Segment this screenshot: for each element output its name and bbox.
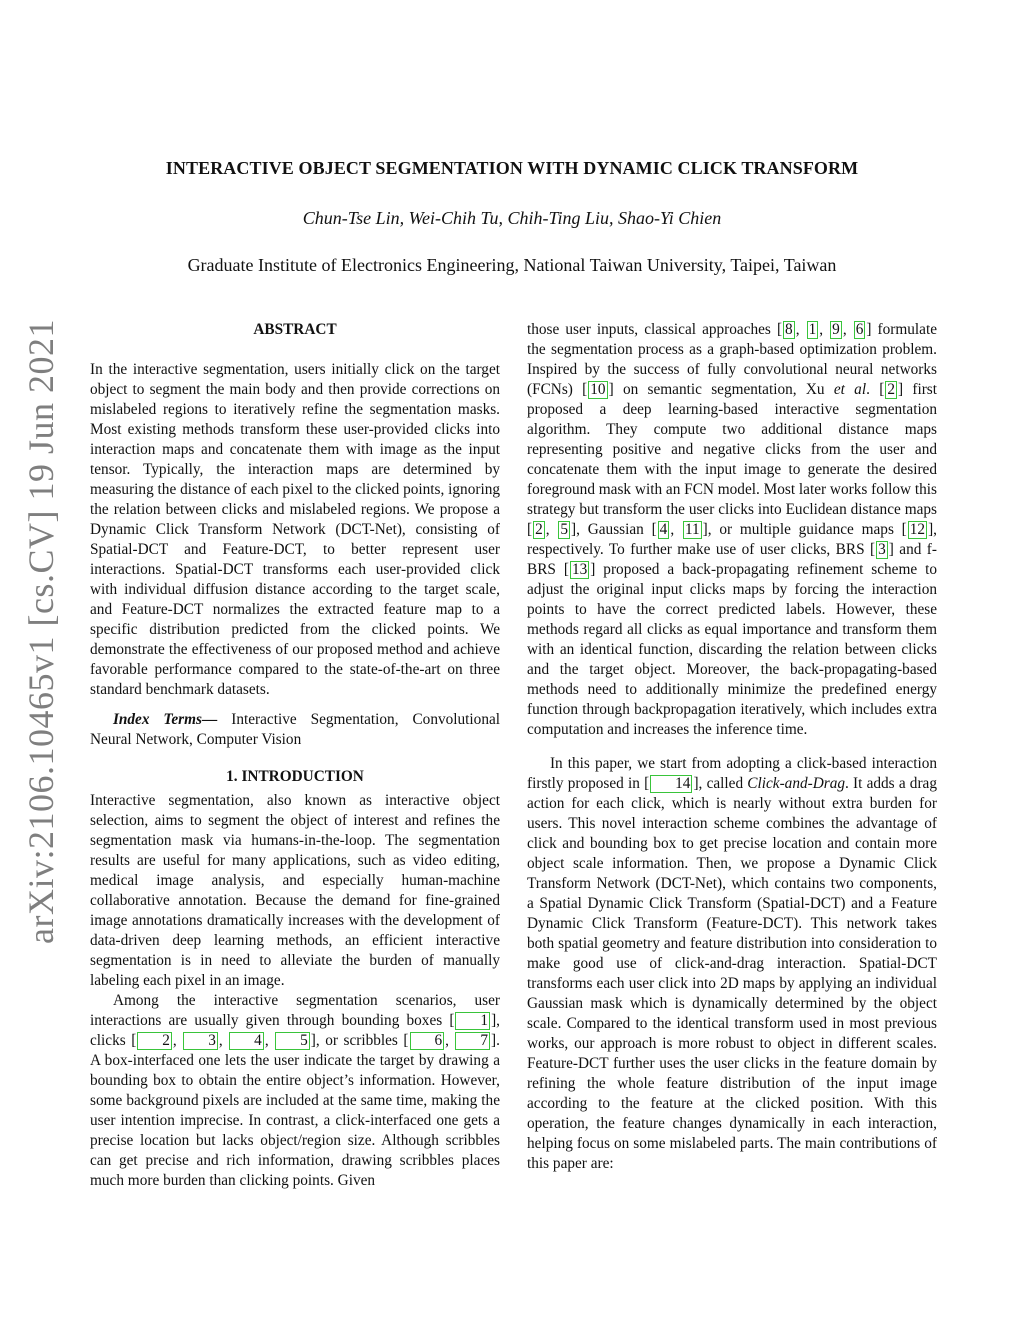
left-column bbox=[90, 320, 500, 1191]
intro-paragraph-4: In this paper, we start from adopting a click-based interaction firstly proposed in [ 14 ], called Click-and-Drag. It adds a drag action for each click, which is nearly without extra burden for users. This novel interaction scheme combines the advantage of click and bounding box to get precise location and contain more object scale information. Then, we propose a Dynamic Click Transform Network (DCT-Net), which contains two components, a Spatial Dynamic Click Transform (Spatial-DCT) and a Feature Dynamic Click Transform (Feature-DCT). This network takes both spatial geometry and feature distribution into consideration to make good use of click-and-drag interaction. Spatial-DCT transforms each user click into 2D maps by applying an individual Gaussian mask which is dynamically determined by the object scale. Compared to the identical transform used in most previous works, our approach is more robust to object in different scales. Feature-DCT further uses the user clicks in the feature domain by refining the whole feature distribution of the input image according to the feature at the clicked position. With this operation, the feature changes dynamically in each interaction, helping focus on some mislabeled parts. The main contributions of this paper are: bbox=[527, 755, 937, 1172]
index-terms-text: Interactive Segmentation, Convolutional Neural Network, Computer Vision bbox=[90, 711, 501, 748]
citation-link[interactable]: 4 bbox=[659, 521, 668, 538]
citation-link[interactable]: 14 bbox=[650, 775, 692, 793]
abstract-heading: ABSTRACT bbox=[253, 321, 337, 338]
right-column bbox=[527, 320, 937, 1174]
citation-link[interactable]: 1 bbox=[455, 1012, 490, 1030]
citation-link[interactable]: 2 bbox=[887, 381, 895, 398]
citation-link[interactable]: 3 bbox=[878, 541, 886, 558]
citation-link[interactable]: 10 bbox=[590, 381, 606, 398]
affiliation: Graduate Institute of Electronics Engineering, National Taiwan University, Taipei, Taiwan bbox=[187, 255, 837, 275]
abstract-text: In the interactive segmentation, users initially click on the target object to segment the main body and then provide corrections on mislabeled regions to iteratively refine the segmentation masks. Most existing methods transform these user-provided clicks into interaction maps and concatenate them with image as the input tensor. Typically, the interaction maps are determined by measuring the distance of each pixel to the clicked points, ignoring the relation between clicks and mislabeled regions. We propose a Dynamic Click Transform Network (DCT-Net), consisting of Spatial-DCT and Feature-DCT, to better represent user interactions. Spatial-DCT transforms each user-provided click with individual diffusion distance according to the target scale, and Feature-DCT normalizes the extracted feature map to a specific distribution predicted from the clicked points. We demonstrate the effectiveness of our proposed method and achieve favorable performance compared to the state-of-the-art on three standard benchmark datasets. bbox=[90, 361, 500, 698]
citation-link[interactable]: 5 bbox=[560, 521, 569, 538]
citation-link[interactable]: 2 bbox=[137, 1032, 172, 1050]
citation-link[interactable]: 1 bbox=[808, 321, 817, 338]
citation-link[interactable]: 7 bbox=[455, 1032, 490, 1050]
citation-link[interactable]: 13 bbox=[571, 561, 588, 578]
intro-paragraph-2: Among the interactive segmentation scenarios, user interactions are usually given through bounding boxes [ 1 ], clicks [ 2 , 3 , 4 , 5 ], or scribbles [ 6 , 7 ]. A box-interfaced one lets the user indicate the target by drawing a bounding box to obtain the entire object’s information. However, some background pixels are included at the same time, making the user intention imprecise. In contrast, a click-interfaced one gets a precise location but lacks object/region size. Although scribbles can get precise and rich information, drawing scribbles places much more burden than clicking points. Given bbox=[90, 992, 500, 1189]
citation-link[interactable]: 2 bbox=[535, 521, 543, 538]
citation-link[interactable]: 11 bbox=[684, 521, 700, 538]
citation-link[interactable]: 6 bbox=[410, 1032, 445, 1050]
citation-link[interactable]: 3 bbox=[183, 1032, 218, 1050]
citation-link[interactable]: 6 bbox=[855, 321, 864, 338]
citation-link[interactable]: 12 bbox=[909, 521, 926, 538]
arxiv-stamp: arXiv:2106.10465v1 [cs.CV] 19 Jun 2021 bbox=[21, 319, 61, 944]
citation-link[interactable]: 4 bbox=[229, 1032, 264, 1050]
index-terms-label: Index Terms— bbox=[112, 711, 218, 728]
intro-paragraph-3: those user inputs, classical approaches [ 8 , 1 , 9 , 6 ] formulate the segmentation process as a graph-based optimization problem. Inspired by the success of fully convolutional neural networks (FCNs) [ 10 ] on semantic segmentation, Xu et al. [ 2 ] first proposed a deep learning-based interactive segmentation algorithm. They compute two additional distance maps representing positive and negative clicks from the user and concatenate them with the input image to generate the desired foreground mask with an FCN model. Most later works follow this strategy but transform the user clicks into Euclidean distance maps [ 2 , 5 ], Gaussian [ 4 , 11 ], or multiple guidance maps [ 12 ], respectively. To further make use of user clicks, BRS [ 3 ] and f-BRS [ 13 ] proposed a back-propagating refinement scheme to adjust the original input clicks maps by forcing the interaction points to have the correct predicted labels. However, these methods regard all clicks as equal importance and transform them with an identical function, discarding the relation between clicks and the target object. Moreover, the back-propagating-based methods need to additionally minimize the predefined energy function through backpropagation iteratively, which includes extra computation and increases the inference time. bbox=[527, 321, 938, 738]
author-list: Chun-Tse Lin, Wei-Chih Tu, Chih-Ting Liu, Shao-Yi Chien bbox=[302, 208, 722, 228]
index-terms bbox=[90, 710, 500, 750]
paper-title: INTERACTIVE OBJECT SEGMENTATION WITH DYNAMIC CLICK TRANSFORM bbox=[165, 158, 859, 178]
intro-paragraph-1: Interactive segmentation, also known as interactive object selection, aims to segment the object of interest and refines the segmentation mask via humans-in-the-loop. The segmentation results are useful for many applications, such as video editing, medical image analysis, and especially human-machine collaborative annotation. Because the demand for fine-grained image annotations dramatically increases with the development of data-driven deep learning methods, an efficient interactive segmentation is in need to alleviate the burden of manually labeling each pixel in an image. bbox=[90, 792, 500, 989]
citation-link[interactable]: 5 bbox=[275, 1032, 310, 1050]
citation-link[interactable]: 9 bbox=[832, 321, 840, 338]
intro-heading: 1. INTRODUCTION bbox=[226, 768, 364, 785]
citation-link[interactable]: 8 bbox=[785, 321, 793, 338]
